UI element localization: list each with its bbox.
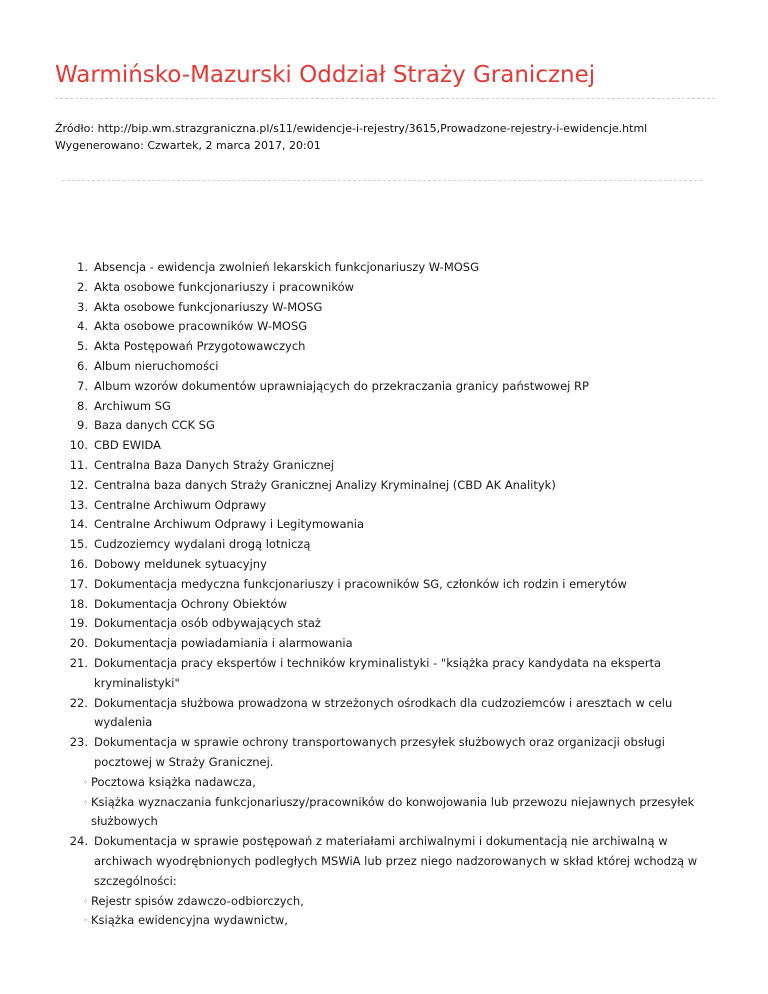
generated-line bbox=[55, 137, 647, 154]
list-item-text: Dokumentacja w sprawie postępowań z materiałami archiwalnymi i dokumentacją nie archiwalną w archiwach wyodrębnionych podległych MSWiA lub przez niego nadzorowanych w skład której wchodzą w szczególności: bbox=[94, 834, 698, 888]
list-item bbox=[55, 614, 715, 634]
list-item-text: Dokumentacja powiadamiania i alarmowania bbox=[94, 636, 353, 651]
list-item-text: Archiwum SG bbox=[94, 398, 171, 413]
list-item-number: 7. bbox=[77, 378, 88, 393]
registry-list bbox=[55, 258, 715, 931]
list-item-text: Centralna baza danych Straży Granicznej Analizy Kryminalnej (CBD AK Analityk) bbox=[94, 477, 556, 492]
list-item-text: Album wzorów dokumentów uprawniających do przekraczania granicy państwowej RP bbox=[94, 378, 589, 393]
list-item-number: 9. bbox=[77, 418, 88, 433]
list-item bbox=[55, 575, 715, 595]
list-item-text: Album nieruchomości bbox=[94, 358, 219, 373]
list-item-text: Baza danych CCK SG bbox=[94, 418, 215, 433]
list-item-text: Dobowy meldunek sytuacyjny bbox=[94, 556, 267, 571]
list-item bbox=[55, 555, 715, 575]
list-item bbox=[55, 456, 715, 476]
list-item-number: 6. bbox=[77, 358, 88, 373]
list-item bbox=[55, 476, 715, 496]
list-item bbox=[55, 298, 715, 318]
list-subitem-text: Rejestr spisów zdawczo-odbiorczych, bbox=[91, 893, 304, 908]
source-url: http://bip.wm.strazgraniczna.pl/s11/ewidencje-i-rejestry/3615,Prowadzone-rejestry-i-ewidencje.html bbox=[97, 122, 648, 135]
list-item-text: Dokumentacja Ochrony Obiektów bbox=[94, 596, 287, 611]
list-item-text: Akta osobowe pracowników W-MOSG bbox=[94, 319, 308, 334]
list-item bbox=[55, 694, 715, 734]
circle-bullet-icon: ◦ bbox=[83, 797, 88, 807]
source-label: Źródło: bbox=[55, 122, 95, 135]
list-item-number: 23. bbox=[69, 735, 88, 750]
list-item-number: 4. bbox=[77, 319, 88, 334]
list-item-text: Dokumentacja medyczna funkcjonariuszy i pracowników SG, członków ich rodzin i emerytów bbox=[94, 576, 627, 591]
list-item-text: Dokumentacja pracy ekspertów i techników kryminalistyki - "książka pracy kandydata na eksperta kryminalistyki" bbox=[94, 655, 662, 690]
list-item bbox=[55, 634, 715, 654]
list-item bbox=[55, 436, 715, 456]
list-item bbox=[55, 397, 715, 417]
list-item bbox=[55, 535, 715, 555]
list-item bbox=[55, 337, 715, 357]
list-item bbox=[55, 416, 715, 436]
list-item-number: 21. bbox=[69, 655, 88, 670]
list-item-number: 13. bbox=[69, 497, 88, 512]
header-divider bbox=[55, 98, 715, 99]
list-item-number: 10. bbox=[69, 438, 88, 453]
list-subitem-text: Pocztowa książka nadawcza, bbox=[91, 774, 256, 789]
list-subitem bbox=[55, 892, 715, 912]
list-item-text: Akta osobowe funkcjonariuszy W-MOSG bbox=[94, 299, 323, 314]
list-subitem bbox=[55, 911, 715, 931]
list-item bbox=[55, 515, 715, 535]
list-item-text: Dokumentacja służbowa prowadzona w strzeżonych ośrodkach dla cudzoziemców i aresztach w celu wydalenia bbox=[94, 695, 673, 730]
list-item bbox=[55, 832, 715, 891]
list-item bbox=[55, 278, 715, 298]
list-item-number: 12. bbox=[69, 477, 88, 492]
list-item bbox=[55, 258, 715, 278]
list-item bbox=[55, 733, 715, 773]
list-item bbox=[55, 357, 715, 377]
list-item-number: 24. bbox=[69, 834, 88, 849]
circle-bullet-icon: ◦ bbox=[83, 916, 88, 926]
list-item-number: 2. bbox=[77, 279, 88, 294]
list-item-number: 1. bbox=[77, 260, 88, 274]
list-item bbox=[55, 496, 715, 516]
list-item-text: Akta Postępowań Przygotowawczych bbox=[94, 339, 306, 354]
list-subitem-text: Książka wyznaczania funkcjonariuszy/pracowników do konwojowania lub przewozu niejawnych przesyłek służbowych bbox=[91, 794, 695, 829]
list-item-number: 8. bbox=[77, 398, 88, 413]
list-item bbox=[55, 654, 715, 694]
list-subitem bbox=[55, 773, 715, 793]
list-item bbox=[55, 317, 715, 337]
generated-label: Wygenerowano: bbox=[55, 139, 144, 152]
list-item bbox=[55, 377, 715, 397]
list-item-number: 19. bbox=[69, 616, 88, 631]
generated-date: Czwartek, 2 marca 2017, 20:01 bbox=[147, 139, 321, 152]
circle-bullet-icon: ◦ bbox=[83, 777, 88, 787]
list-item bbox=[55, 595, 715, 615]
list-subitem-text: Książka ewidencyjna wydawnictw, bbox=[91, 913, 288, 928]
list-item-number: 14. bbox=[69, 517, 88, 532]
list-item-text: Centralne Archiwum Odprawy i Legitymowania bbox=[94, 517, 365, 532]
list-item-number: 11. bbox=[69, 457, 88, 472]
circle-bullet-icon: ◦ bbox=[83, 896, 88, 906]
list-item-text: Dokumentacja osób odbywających staż bbox=[94, 616, 321, 631]
list-item-number: 17. bbox=[69, 576, 88, 591]
source-line bbox=[55, 120, 647, 137]
list-item-text: Cudzoziemcy wydalani drogą lotniczą bbox=[94, 537, 311, 552]
list-item-number: 3. bbox=[77, 299, 88, 314]
content-divider bbox=[62, 180, 702, 181]
list-item-number: 18. bbox=[69, 596, 88, 611]
list-item-text: Dokumentacja w sprawie ochrony transportowanych przesyłek służbowych oraz organizacji obsługi pocztowej w Straży Granicznej. bbox=[94, 735, 665, 769]
page-title: Warmińsko-Mazurski Oddział Straży Granicznej bbox=[55, 62, 596, 88]
document-meta bbox=[55, 120, 647, 154]
list-item-number: 5. bbox=[77, 339, 88, 354]
list-item-text: Akta osobowe funkcjonariuszy i pracowników bbox=[94, 279, 355, 294]
list-item-text: CBD EWIDA bbox=[94, 438, 161, 453]
list-item-text: Absencja - ewidencja zwolnień lekarskich funkcjonariuszy W-MOSG bbox=[94, 260, 480, 274]
list-item-number: 16. bbox=[69, 556, 88, 571]
list-item-number: 22. bbox=[69, 695, 88, 710]
list-subitem bbox=[55, 793, 715, 833]
list-item-text: Centralne Archiwum Odprawy bbox=[94, 497, 267, 512]
list-item-number: 15. bbox=[69, 537, 88, 552]
list-item-number: 20. bbox=[69, 636, 88, 651]
list-item-text: Centralna Baza Danych Straży Granicznej bbox=[94, 457, 334, 472]
